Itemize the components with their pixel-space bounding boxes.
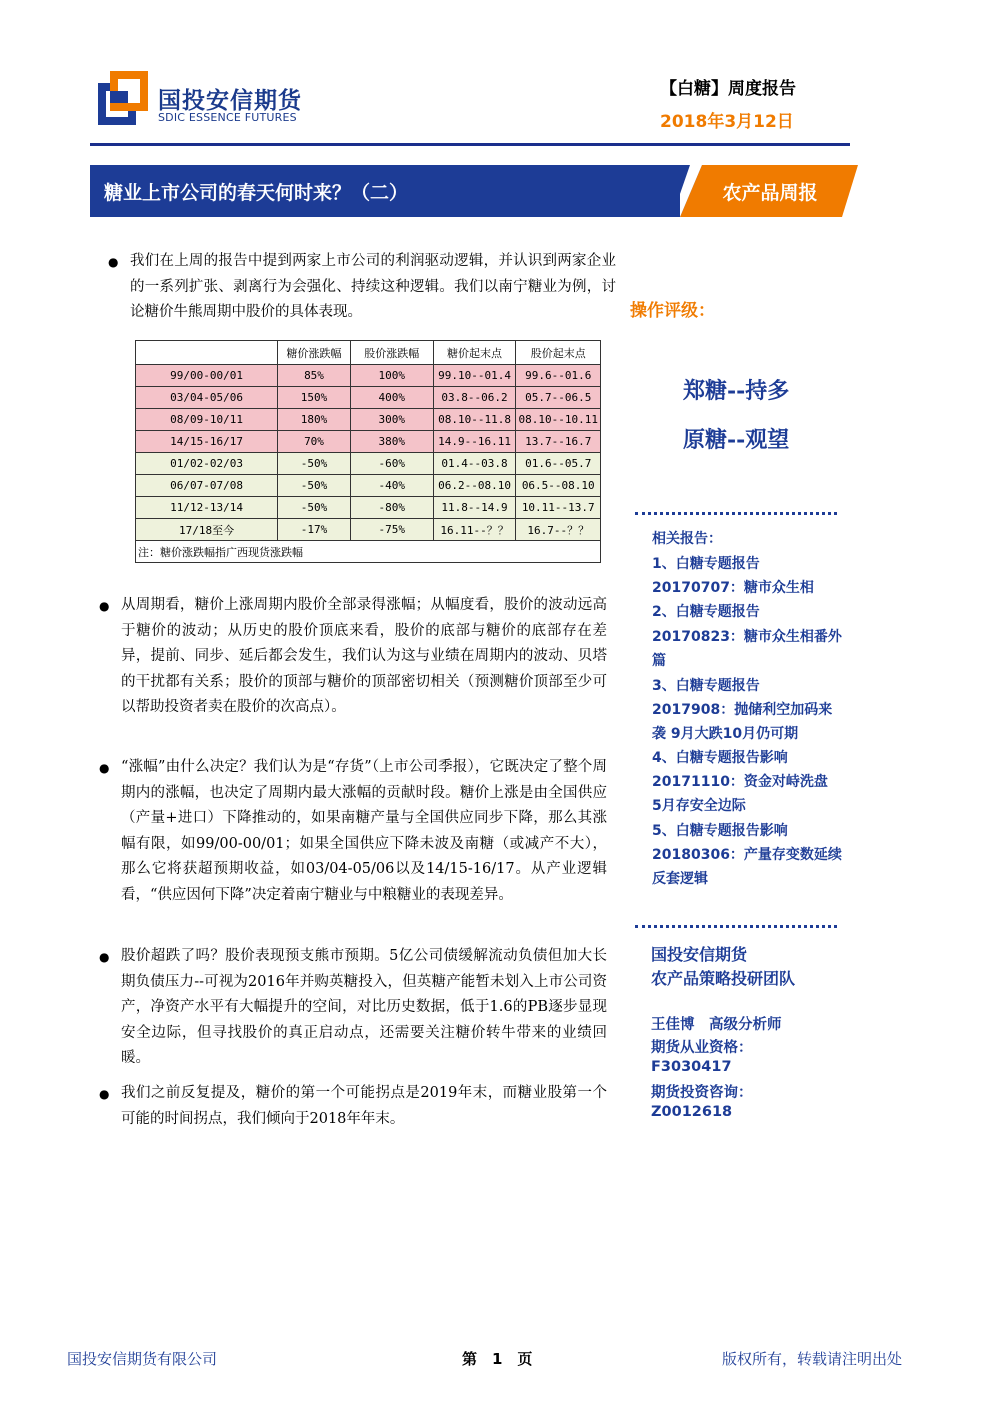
table-row (136, 453, 601, 475)
bullet-icon: ● (99, 761, 110, 775)
table-header-row (136, 341, 601, 365)
related-report-item: 2017908：抛储利空加码来袭 9月大跌10月仍可期 (652, 702, 833, 743)
report-category: 农产品周报 (722, 182, 818, 204)
table-cell: 06/07-07/08 (136, 475, 278, 497)
table-row (136, 387, 601, 409)
table-note: 注：糖价涨跌幅指广西现货涨跌幅 (136, 541, 601, 563)
company-logo-icon (98, 71, 148, 125)
table-cell: -50% (278, 475, 351, 497)
consult-label: 期货投资咨询： (651, 1085, 753, 1101)
table-cell: 180% (278, 409, 351, 431)
team-company: 国投安信期货 (651, 945, 748, 964)
consult-number: Z0012618 (651, 1104, 733, 1120)
table-cell: 300% (350, 409, 433, 431)
bullet-icon: ● (99, 1087, 110, 1101)
table-cell: 03/04-05/06 (136, 387, 278, 409)
footer-copyright: 版权所有，转载请注明出处 (722, 1350, 903, 1368)
table-cell: 01/02-02/03 (136, 453, 278, 475)
table-cell: 14/15-16/17 (136, 431, 278, 453)
table-cell: 85% (278, 365, 351, 387)
table-row (136, 431, 601, 453)
related-report-item: 2、白糖专题报告 (652, 604, 760, 620)
rating-zhengtang: 郑糖--持多 (683, 378, 790, 404)
cycle-table (135, 340, 601, 563)
table-row (136, 365, 601, 387)
operation-rating-label: 操作评级： (630, 301, 715, 321)
table-cell: -75% (350, 519, 433, 541)
table-cell: 03.8--06.2 (433, 387, 516, 409)
header-divider (90, 143, 850, 146)
table-header-cell: 糖价涨跌幅 (278, 341, 351, 365)
related-report-item: 1、白糖专题报告 (652, 556, 760, 572)
table-cell: 16.7--？？ (516, 519, 601, 541)
table-row (136, 409, 601, 431)
table-cell: 14.9--16.11 (433, 431, 516, 453)
table-cell: 10.11--13.7 (516, 497, 601, 519)
footer-company: 国投安信期货有限公司 (67, 1350, 218, 1368)
table-header-cell (136, 341, 278, 365)
table-cell: 16.11--？？ (433, 519, 516, 541)
table-header-cell: 股价起末点 (516, 341, 601, 365)
sidebar-divider (635, 925, 837, 928)
license-label: 期货从业资格： (651, 1040, 753, 1056)
table-cell: -50% (278, 497, 351, 519)
related-report-item: 20180306：产量存变数延续反套逻辑 (652, 847, 842, 888)
rating-raw-sugar: 原糖--观望 (683, 427, 790, 453)
table-cell: -17% (278, 519, 351, 541)
bullet-paragraph-cycle: 从周期看，糖价上涨周期内股价全部录得涨幅；从幅度看，股价的波动远高于糖价的波动；从历史的股价顶底来看，股价的底部与糖价的底部存在差异，提前、同步、延后都会发生，我们认为这与业绩在周期内的波动、贝塔的干扰都有关系；股价的顶部与糖价的顶部密切相关（预测糖价顶部至少可以帮助投资者卖在股价的次高点）。 (121, 597, 607, 715)
table-cell: 380% (350, 431, 433, 453)
table-header-cell: 糖价起末点 (433, 341, 516, 365)
bullet-icon: ● (99, 599, 110, 613)
table-cell: 150% (278, 387, 351, 409)
table-cell: -50% (278, 453, 351, 475)
related-report-item: 20171110：资金对峙洗盘 5月存安全边际 (652, 774, 828, 815)
table-cell: 400% (350, 387, 433, 409)
table-cell: 70% (278, 431, 351, 453)
table-cell: 99.10--01.4 (433, 365, 516, 387)
table-cell: 99.6--01.6 (516, 365, 601, 387)
bullet-paragraph-valuation: 股价超跌了吗？股价表现预支熊市预期。5亿公司债缓解流动负债但加大长期负债压力--可视为2016年并购英糖投入，但英糖产能暂未划入上市公司资产，净资产水平有大幅提升的空间，对比历史数据，低于1.6的PB逐步显现安全边际，但寻找股价的真正启动点，还需要关注糖价转牛带来的业绩回暖。 (121, 948, 607, 1066)
table-cell: -80% (350, 497, 433, 519)
bullet-icon: ● (108, 255, 119, 269)
table-cell: 17/18至今 (136, 519, 278, 541)
page-number: 第 1 页 (462, 1350, 533, 1368)
table-cell: 13.7--16.7 (516, 431, 601, 453)
table-cell: 06.2--08.10 (433, 475, 516, 497)
table-cell: 06.5--08.10 (516, 475, 601, 497)
related-reports-title: 相关报告： (652, 531, 722, 547)
table-note-row (136, 541, 601, 563)
logo-english-name: SDIC ESSENCE FUTURES (158, 111, 297, 124)
bullet-icon: ● (99, 950, 110, 964)
analyst-name: 王佳博 高级分析师 (651, 1017, 782, 1033)
table-row (136, 519, 601, 541)
report-type: 【白糖】周度报告 (660, 79, 796, 99)
table-cell: 11/12-13/14 (136, 497, 278, 519)
sidebar-divider (635, 512, 837, 515)
license-number: F3030417 (651, 1059, 732, 1075)
table-cell: 01.4--03.8 (433, 453, 516, 475)
table-header-cell: 股价涨跌幅 (350, 341, 433, 365)
table-cell: 11.8--14.9 (433, 497, 516, 519)
table-cell: 99/00-00/01 (136, 365, 278, 387)
logo-chinese-name: 国投安信期货 (158, 88, 302, 114)
report-title: 糖业上市公司的春天何时来？（二） (104, 182, 409, 204)
table-cell: 08/09-10/11 (136, 409, 278, 431)
table-cell: 01.6--05.7 (516, 453, 601, 475)
table-cell: -60% (350, 453, 433, 475)
related-report-item: 20170823：糖市众生相番外篇 (652, 629, 842, 670)
table-cell: 08.10--11.8 (433, 409, 516, 431)
table-cell: 08.10--10.11 (516, 409, 601, 431)
related-report-item: 4、白糖专题报告影响 (652, 750, 788, 766)
team-name: 农产品策略投研团队 (651, 969, 796, 988)
table-cell: -40% (350, 475, 433, 497)
table-cell: 05.7--06.5 (516, 387, 601, 409)
report-date: 2018年3月12日 (660, 112, 794, 132)
related-report-item: 20170707：糖市众生相 (652, 580, 814, 596)
table-row (136, 497, 601, 519)
related-report-item: 5、白糖专题报告影响 (652, 823, 788, 839)
related-report-item: 3、白糖专题报告 (652, 678, 760, 694)
table-row (136, 475, 601, 497)
intro-paragraph: 我们在上周的报告中提到两家上市公司的利润驱动逻辑，并认识到两家企业的一系列扩张、剥离行为会强化、持续这种逻辑。我们以南宁糖业为例，讨论糖价牛熊周期中股价的具体表现。 (130, 253, 616, 320)
bullet-paragraph-turning-point: 我们之前反复提及，糖价的第一个可能拐点是2019年末，而糖业股第一个可能的时间拐点，我们倾向于2018年年末。 (121, 1085, 607, 1127)
bullet-paragraph-inventory: “涨幅”由什么决定？我们认为是“存货”（上市公司季报），它既决定了整个周期内的涨幅，也决定了周期内最大涨幅的贡献时段。糖价上涨是由全国供应（产量+进口）下降推动的，如果南糖产量与全国供应同步下降，那么其涨幅有限，如99/00-00/01；如果全国供应下降未波及南糖（或减产不大），那么它将获超预期收益，如03/04-05/06以及14/15-16/17。从产业逻辑看，“供应因何下降”决定着南宁糖业与中粮糖业的表现差异。 (121, 759, 607, 903)
table-cell: 100% (350, 365, 433, 387)
